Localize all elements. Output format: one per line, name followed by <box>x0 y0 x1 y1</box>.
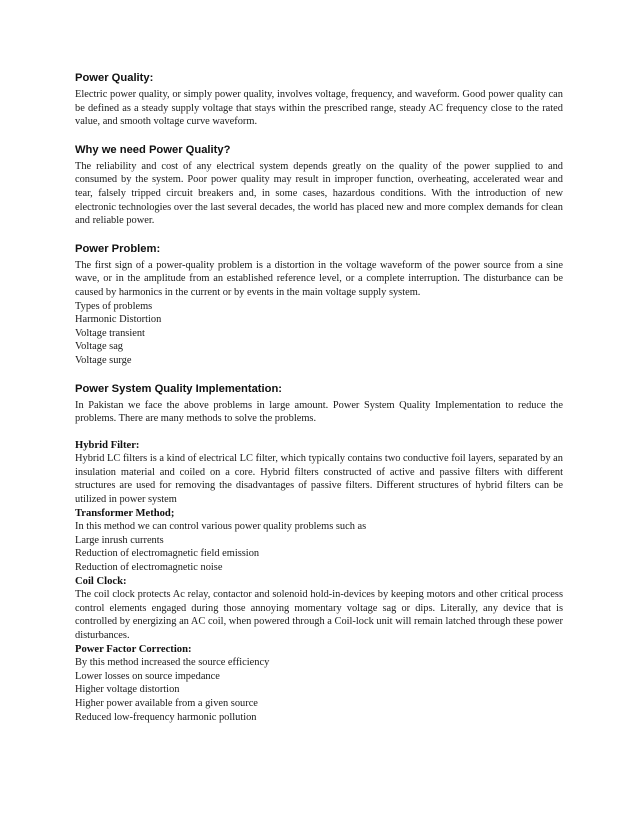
list-item: Large inrush currents <box>75 534 164 546</box>
list-item: Voltage transient <box>75 327 145 339</box>
paragraph-power-quality: Electric power quality, or simply power quality, involves voltage, frequency, and waveform. Good power quality can be defined as a steady supply voltage that stays within the prescribed range, steady AC frequency close to the rated value, and smooth voltage curve waveform. <box>75 89 563 128</box>
list-item: Higher power available from a given source <box>75 697 258 709</box>
paragraph-transformer: In this method we can control various power quality problems such as <box>75 521 367 533</box>
list-item: Lower losses on source impedance <box>75 670 220 682</box>
list-item: Reduction of electromagnetic field emission <box>75 548 260 560</box>
list-item: Reduction of electromagnetic noise <box>75 562 223 574</box>
heading-why-need: Why we need Power Quality? <box>75 143 231 156</box>
list-item: Harmonic Distortion <box>75 314 162 326</box>
list-item: By this method increased the source efficiency <box>75 657 270 669</box>
heading-power-quality: Power Quality: <box>75 72 154 84</box>
paragraph-coil-clock: The coil clock protects Ac relay, contactor and solenoid hold-in-devices by keeping motors and other critical process control elements engaged during those annoying momentary voltage sag or dips. Literally, any device that is controlled by energizing an AC coil, when powered through a Coil-lock unit will remain latched through these power disturbances. <box>75 589 563 641</box>
paragraph-hybrid-filter: Hybrid LC filters is a kind of electrical LC filter, which typically contains two conductive foil layers, separated by an insulation material and coiled on a core. Hybrid filters constructed of active and passive filters with different structures are used for removing the disadvantages of passive filters. Different structures of hybrid filters can be utilized in power system <box>75 453 563 506</box>
heading-coil-clock: Coil Clock: <box>75 575 127 587</box>
heading-pf-correction: Power Factor Correction: <box>75 643 192 655</box>
document-page <box>75 71 563 724</box>
list-item: Types of problems <box>75 300 153 312</box>
list-item: Voltage sag <box>75 341 123 353</box>
heading-hybrid-filter: Hybrid Filter: <box>75 439 140 451</box>
list-item: Voltage surge <box>75 354 132 366</box>
paragraph-why-need: The reliability and cost of any electrical system depends greatly on the quality of the power supplied to and consumed by the system. Poor power quality may result in improper function, overheating, accelerated wear and tear, falsely tripped circuit breakers and, in some cases, hazardous conditions. With the introduction of new electronic technologies over the last several decades, the world has placed new and more complex demands for clean and reliable power. <box>75 160 563 227</box>
list-item: Reduced low-frequency harmonic pollution <box>75 711 257 723</box>
heading-transformer: Transformer Method; <box>75 507 175 519</box>
paragraph-power-problem: The first sign of a power-quality problem is a distortion in the voltage waveform of the power source from a sine wave, or in the amplitude from an established reference level, or a complete interruption. The disturbance can be caused by harmonics in the current or by events in the main voltage supply system. <box>75 259 563 298</box>
heading-implementation: Power System Quality Implementation: <box>75 382 283 395</box>
list-item: Higher voltage distortion <box>75 684 180 696</box>
paragraph-implementation: In Pakistan we face the above problems in large amount. Power System Quality Implementation to reduce the problems. There are many methods to solve the problems. <box>75 399 563 425</box>
heading-power-problem: Power Problem: <box>75 242 161 255</box>
